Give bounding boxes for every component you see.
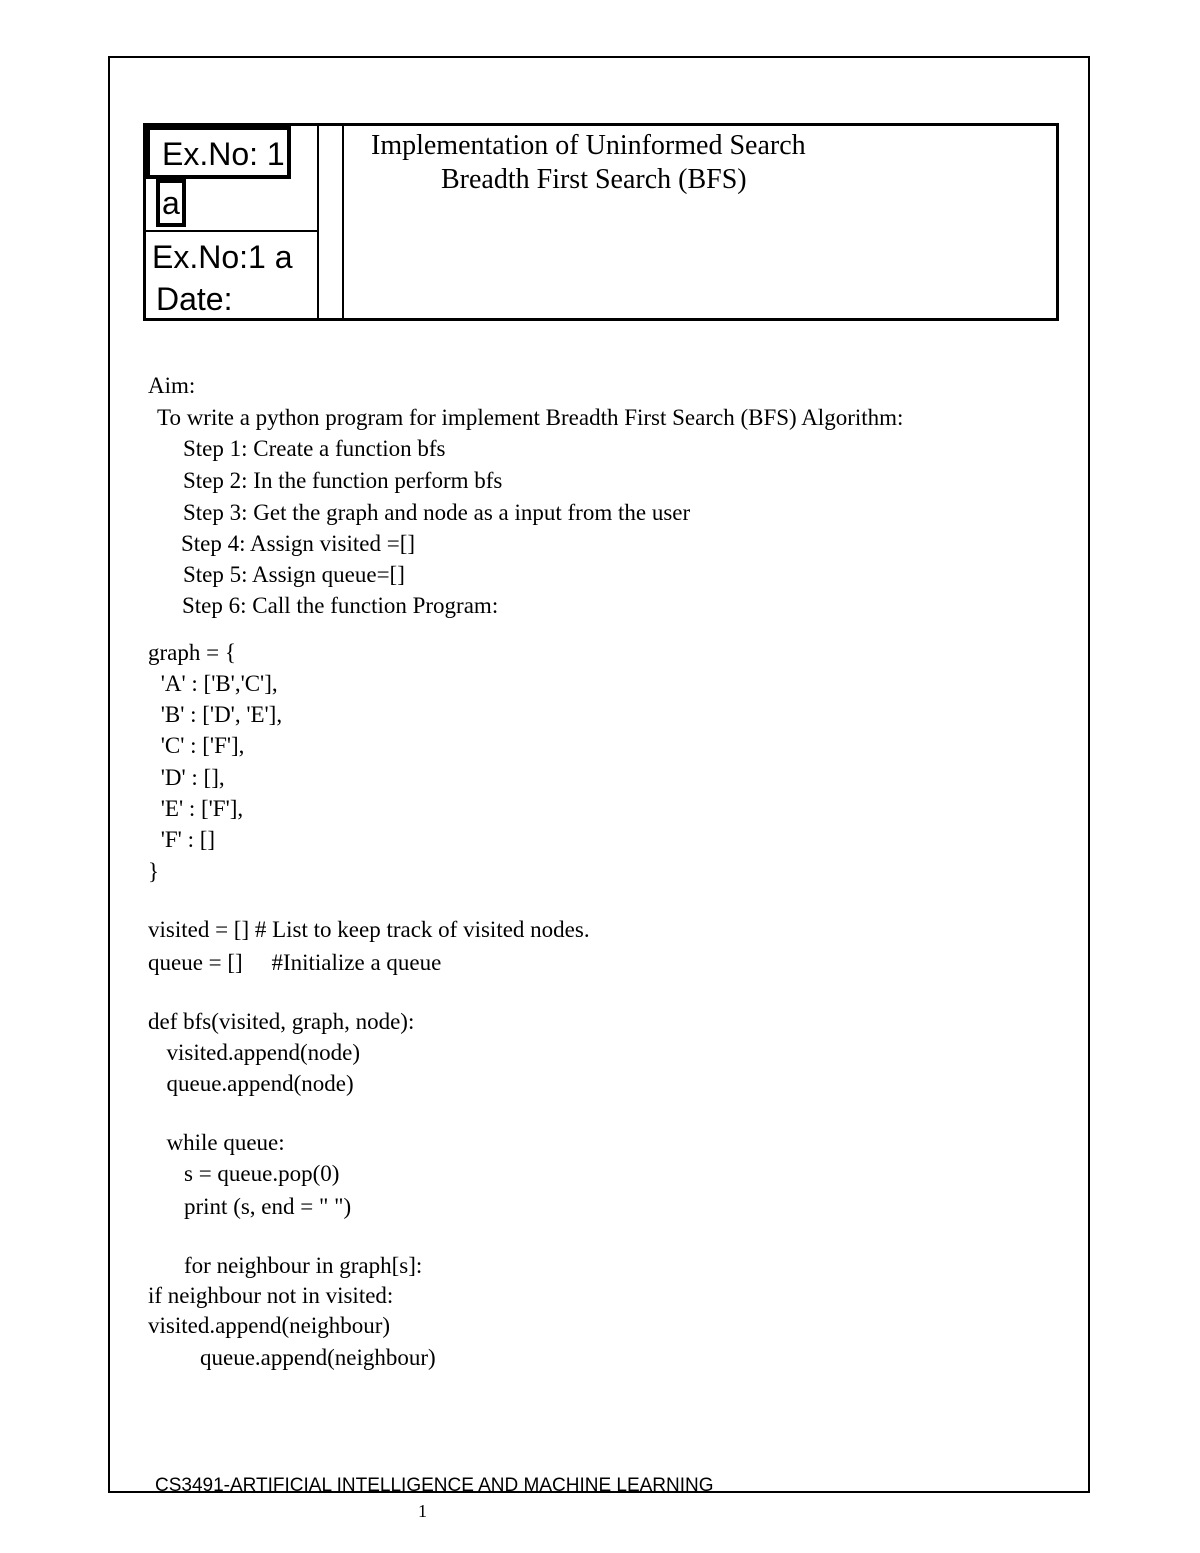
exno-box-line1: Ex.No: 1	[146, 126, 291, 179]
page-number: 1	[418, 1501, 427, 1521]
date-label: Date:	[156, 281, 233, 317]
code-line: }	[148, 859, 160, 884]
code-line: 'B' : ['D', 'E'],	[155, 702, 283, 727]
code-line: queue = [] #Initialize a queue	[148, 950, 442, 975]
step-5: Step 5: Assign queue=[]	[183, 562, 405, 587]
aim-heading: Aim:	[148, 373, 196, 398]
code-line: visited.append(neighbour)	[148, 1313, 391, 1338]
code-line: def bfs(visited, graph, node):	[148, 1009, 415, 1034]
code-line: queue.append(node)	[155, 1071, 354, 1096]
step-3: Step 3: Get the graph and node as a input from the user	[183, 500, 691, 525]
aim-text: To write a python program for implement Breadth First Search (BFS) Algorithm:	[157, 405, 904, 430]
code-line: s = queue.pop(0)	[161, 1161, 340, 1186]
code-line: 'F' : []	[155, 827, 216, 852]
code-line: visited.append(node)	[155, 1040, 361, 1065]
code-line: 'D' : [],	[155, 765, 225, 790]
code-line: 'E' : ['F'],	[155, 796, 244, 821]
header-table	[143, 123, 1059, 321]
step-2: Step 2: In the function perform bfs	[183, 468, 503, 493]
title-line2: Breadth First Search (BFS)	[441, 164, 747, 195]
exno-label: Ex.No:1 a	[152, 239, 293, 275]
code-line: while queue:	[155, 1130, 285, 1155]
code-line: print (s, end = " ")	[161, 1194, 352, 1219]
exno-box-line2: a	[156, 179, 186, 227]
code-line: 'A' : ['B','C'],	[155, 671, 278, 696]
code-line: for neighbour in graph[s]:	[161, 1253, 423, 1278]
title-line1: Implementation of Uninformed Search	[371, 130, 806, 161]
code-line: queue.append(neighbour)	[200, 1345, 436, 1370]
header-divider-left	[317, 126, 319, 318]
code-line: visited = [] # List to keep track of visited nodes.	[148, 917, 590, 942]
step-6: Step 6: Call the function Program:	[182, 593, 499, 618]
step-4: Step 4: Assign visited =[]	[181, 531, 416, 556]
footer-course: CS3491-ARTIFICIAL INTELLIGENCE AND MACHINE LEARNING	[155, 1475, 714, 1496]
code-line: if neighbour not in visited:	[148, 1283, 394, 1308]
step-1: Step 1: Create a function bfs	[183, 436, 446, 461]
code-line: graph = {	[148, 640, 236, 665]
header-divider-right	[342, 126, 344, 318]
header-row-divider	[146, 230, 318, 232]
code-line: 'C' : ['F'],	[155, 733, 245, 758]
